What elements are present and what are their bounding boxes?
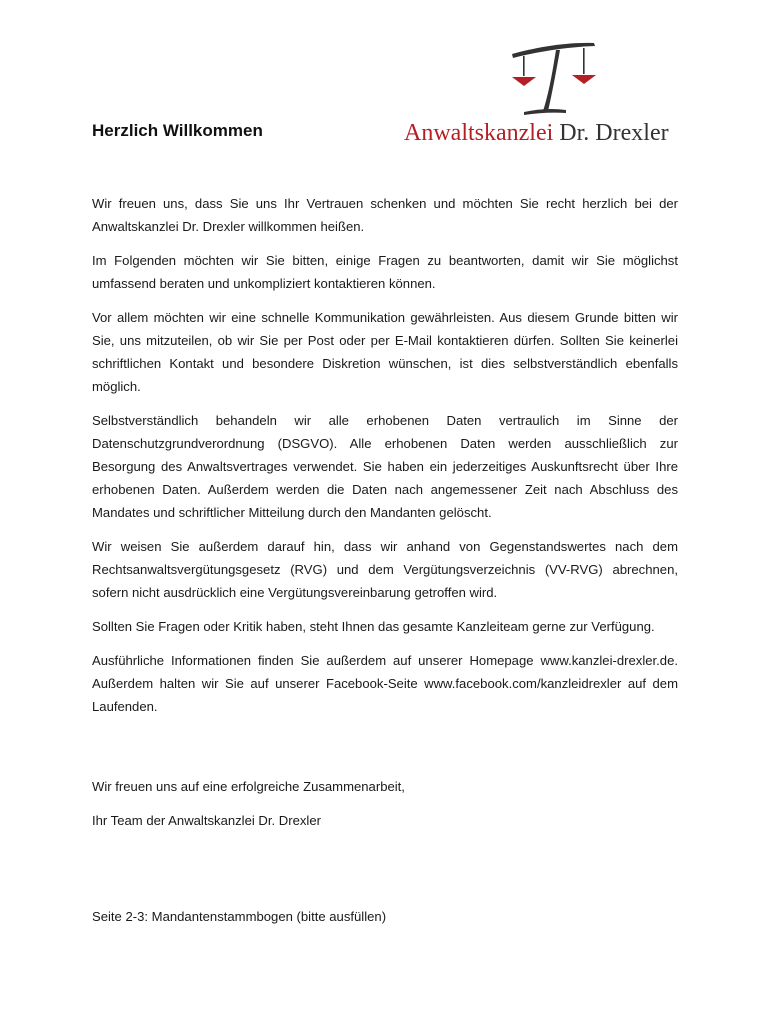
closing-line: Wir freuen uns auf eine erfolgreiche Zusammenarbeit, bbox=[92, 779, 405, 794]
paragraph-questions-contact: Sollten Sie Fragen oder Kritik haben, steht Ihnen das gesamte Kanzleiteam gerne zur Verfügung. bbox=[92, 619, 655, 634]
paragraph-questions: Im Folgenden möchten wir Sie bitten, einige Fragen zu beantworten, damit wir Sie möglichst umfassend beraten und unkompliziert kontaktieren können. bbox=[92, 253, 678, 291]
logo-name-part1: Anwaltskanzlei bbox=[404, 120, 554, 146]
logo-name-part2: Dr. Drexler bbox=[559, 120, 669, 146]
footer-note: Seite 2-3: Mandantenstammbogen (bitte ausfüllen) bbox=[92, 909, 387, 924]
paragraph-communication: Vor allem möchten wir eine schnelle Kommunikation gewährleisten. Aus diesem Grunde bitten wir Sie, uns mitzuteilen, ob wir Sie per Post oder per E-Mail kontaktieren dürfen. Sollten Sie keinerlei schriftlichen Kontakt und besondere Diskretion wünschen, ist dies selbstverständlich ebenfalls möglich. bbox=[92, 310, 678, 394]
paragraph-data-protection: Selbstverständlich behandeln wir alle erhobenen Daten vertraulich im Sinne der Datenschutzgrundverordnung (DSGVO). Alle erhobenen Daten werden ausschließlich zur Besorgung des Anwaltsvertrages verwendet. Sie haben ein jederzeitiges Auskunftsrecht über Ihre erhobenen Daten. Außerdem werden die Daten nach angemessener Zeit nach Abschluss des Mandates und schriftlicher Mitteilung durch den Mandanten gelöscht. bbox=[92, 413, 678, 520]
scales-of-justice-icon bbox=[504, 40, 600, 118]
paragraph-information-links: Ausführliche Informationen finden Sie außerdem auf unserer Homepage www.kanzlei-drexler.de. Außerdem halten wir Sie auf unserer Facebook-Seite www.facebook.com/kanzleidrexler auf dem Laufenden. bbox=[92, 653, 678, 714]
logo-wordmark bbox=[404, 118, 669, 148]
letter-body bbox=[92, 192, 678, 729]
law-firm-logo bbox=[404, 40, 704, 152]
paragraph-billing: Wir weisen Sie außerdem darauf hin, dass wir anhand von Gegenstandswertes nach dem Rechtsanwaltsvergütungsgesetz (RVG) und dem Vergütungsverzeichnis (VV-RVG) abrechnen, sofern nicht ausdrücklich eine Vergütungsvereinbarung getroffen wird. bbox=[92, 539, 678, 600]
closing-signature: Ihr Team der Anwaltskanzlei Dr. Drexler bbox=[92, 813, 321, 828]
paragraph-welcome: Wir freuen uns, dass Sie uns Ihr Vertrauen schenken und möchten Sie recht herzlich bei der Anwaltskanzlei Dr. Drexler willkommen heißen. bbox=[92, 196, 678, 234]
page-title: Herzlich Willkommen bbox=[92, 121, 263, 140]
